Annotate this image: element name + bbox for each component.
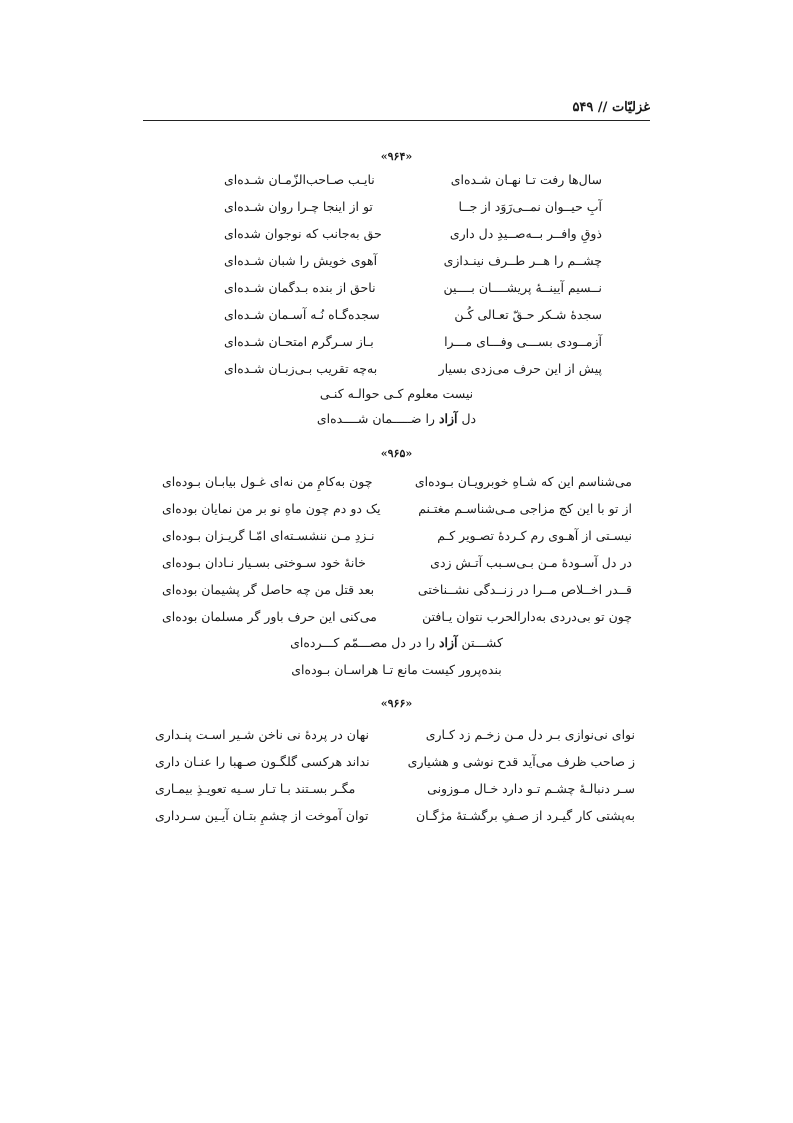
hemistich-first: ز صاحب ظرف می‌آید قدح نوشی و هشیاری: [407, 754, 635, 769]
couplet: [224, 249, 602, 273]
hemistich-first: سال‌ها رفت تـا نهـان شـده‌ای: [450, 172, 602, 187]
closing-post: بنده‌پرور کیست مانع تـا هراسـان بـوده‌ای: [291, 662, 502, 677]
closing-pre: دل: [457, 411, 477, 426]
hemistich-second: توان آموخت از چشمِ بتـان آیـین سـرداری: [155, 808, 369, 823]
couplet: [224, 168, 602, 192]
hemistich-second: آهوی خویش را شبان شـده‌ای: [224, 253, 378, 268]
hemistich-first: آبِ حیــوان نمــی‌رَوَد از جــا: [458, 199, 602, 214]
hemistich-second: حق به‌جانب که نوجوان شده‌ای: [224, 226, 382, 241]
hemistich-second: می‌کنی این حرف باور گر مسلمان بوده‌ای: [162, 609, 377, 624]
poem-number: «۹۶۵»: [380, 447, 413, 460]
couplet: [224, 330, 602, 354]
closing-post: را در دل مصـــمّم کـــرده‌ای: [290, 635, 439, 650]
couplet: [224, 276, 602, 300]
hemistich-second: بعد قتل من چه حاصل گر پشیمان بوده‌ای: [162, 582, 375, 597]
couplet: [224, 357, 602, 381]
hemistich-first: در دل آسـودهٔ مـن بـی‌سـبب آتـش زدی: [430, 555, 632, 570]
couplet: [224, 222, 602, 246]
closing-pre: کشـــتن: [457, 635, 503, 650]
poem-number: «۹۶۴»: [380, 150, 413, 163]
couplet: [224, 303, 602, 327]
hemistich-second: نهان در پردهٔ نی ناخن شـیر اسـت پنـداری: [155, 727, 370, 742]
hemistich-second: یک دو دم چون ماهِ نو بر من نمایان بوده‌ای: [162, 501, 381, 516]
hemistich-first: نــسیم آیینــهٔ پریشــــان بــــین: [443, 280, 602, 295]
couplet: [155, 777, 635, 801]
hemistich-second: نـزدِ مـن ننشسـته‌ای امّـا گریـزان بـوده‌ای: [162, 528, 375, 543]
couplet: [155, 723, 635, 747]
header-title: غزلیّات // ۵۴۹: [572, 100, 650, 115]
hemistich-second: تو از اینجا چـرا روان شـده‌ای: [224, 199, 373, 214]
hemistich-first: به‌پشتی کار گیـرد از صـفِ برگشـتهٔ مژگـان: [415, 808, 635, 823]
hemistich-first: آزمــودی بســـی وفـــای مـــرا: [444, 334, 602, 349]
hemistich-first: قــدر اخــلاص مــرا در زنــدگی نشــناختی: [417, 582, 632, 597]
poem-number: «۹۶۶»: [380, 697, 413, 710]
hemistich-first: نوای نی‌نوازی بـر دل مـن زخـم زد کـاری: [425, 727, 635, 742]
couplet: [162, 470, 632, 494]
hemistich-first: می‌شناسم این که شـاهِ خوبرویـان بـوده‌ای: [414, 474, 632, 489]
hemistich-first: از تو با این کج مزاجی مـی‌شناسـم مغتـنم: [418, 501, 632, 516]
pen-name: آزاد: [438, 635, 458, 650]
hemistich-first: ذوقِ وافــر بــه‌صــیدِ دل داری: [449, 226, 602, 241]
hemistich-second: چون به‌کامِ من نه‌ای غـول بیابـان بـوده‌ای: [162, 474, 373, 489]
closing-line: [0, 382, 793, 406]
couplet: [162, 578, 632, 602]
couplet: [162, 551, 632, 575]
closing-line: [0, 658, 793, 682]
couplet: [162, 524, 632, 548]
hemistich-first: پیش از این حرف می‌زدی بسیار: [438, 361, 602, 376]
hemistich-first: سجدهٔ شـکر حـقّ تعـالی کُـن: [454, 307, 602, 322]
hemistich-first: چون تو بی‌دردی به‌دارالحرب نتوان یـافتن: [422, 609, 632, 624]
hemistich-second: مگـر بسـتند بـا تـار سـیه تعویـذِ بیمـاری: [155, 781, 356, 796]
hemistich-second: به‌چه تقریب بـی‌زبـان شـده‌ای: [224, 361, 378, 376]
page-header: [143, 94, 650, 121]
hemistich-second: نداند هرکسی گلگـون صـهبا را عنـان داری: [155, 754, 370, 769]
hemistich-second: سجده‌گـاه نُـه آسـمان شـده‌ای: [224, 307, 380, 322]
couplet: [224, 195, 602, 219]
hemistich-second: ناحق از بنده بـدگمان شـده‌ای: [224, 280, 376, 295]
hemistich-first: نیسـتی از آهـوی رم کـردهٔ تصـویر کـم: [437, 528, 632, 543]
couplet: [162, 497, 632, 521]
couplet: [162, 605, 632, 629]
couplet: [155, 804, 635, 828]
hemistich-first: چشــم را هــر طــرف نینـدازی: [443, 253, 602, 268]
hemistich-second: بـاز سـرگرم امتحـان شـده‌ای: [224, 334, 374, 349]
hemistich-second: نایـب صـاحب‌الزّمـان شـده‌ای: [224, 172, 375, 187]
closing-line: [0, 631, 793, 655]
hemistich-first: سـر دنبالـهٔ چشـم تـو دارد خـال مـوزونی: [427, 781, 635, 796]
couplet: [155, 750, 635, 774]
closing-line: [0, 407, 793, 431]
hemistich-second: خانهٔ خود سـوختی بسـیار نـادان بـوده‌ای: [162, 555, 366, 570]
closing-post: نیست معلوم کـی حوالـه کنـی: [319, 386, 474, 401]
closing-post: را ضـــــمان شــــده‌ای: [316, 411, 439, 426]
pen-name: آزاد: [438, 411, 458, 426]
